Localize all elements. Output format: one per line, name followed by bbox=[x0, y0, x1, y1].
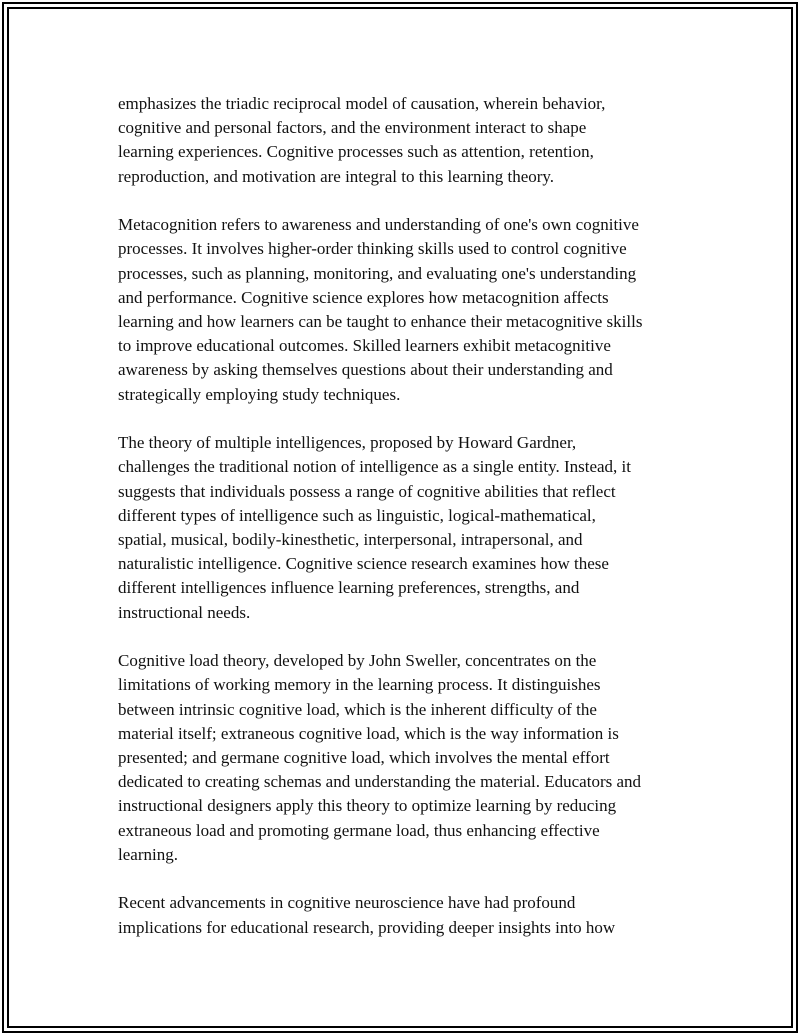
text-line: learning experiences. Cognitive processes such as attention, retention, bbox=[118, 142, 594, 162]
paragraph-social-cognitive-theory bbox=[118, 92, 698, 189]
text-line: challenges the traditional notion of intelligence as a single entity. Instead, it bbox=[118, 457, 631, 477]
paragraph-metacognition bbox=[118, 213, 698, 407]
text-line: emphasizes the triadic reciprocal model of causation, wherein behavior, bbox=[118, 94, 606, 113]
text-line: processes. It involves higher-order thinking skills used to control cognitive bbox=[118, 239, 627, 259]
text-line: cognitive and personal factors, and the environment interact to shape bbox=[118, 118, 587, 138]
text-line: different types of intelligence such as linguistic, logical-mathematical, bbox=[118, 505, 596, 525]
text-line: different intelligences influence learning preferences, strengths, and bbox=[118, 578, 580, 598]
document-body bbox=[118, 92, 698, 940]
text-line: suggests that individuals possess a range of cognitive abilities that reflect bbox=[118, 481, 616, 501]
paragraph-multiple-intelligences bbox=[118, 431, 698, 625]
paragraph-cognitive-neuroscience bbox=[118, 891, 698, 939]
text-line: learning and how learners can be taught to enhance their metacognitive skills bbox=[118, 312, 643, 332]
text-line: naturalistic intelligence. Cognitive science research examines how these bbox=[118, 554, 609, 574]
text-line: The theory of multiple intelligences, proposed by Howard Gardner, bbox=[118, 433, 577, 453]
text-line: Cognitive load theory, developed by John Sweller, concentrates on the bbox=[118, 651, 597, 671]
text-line: instructional needs. bbox=[118, 602, 251, 622]
text-line: dedicated to creating schemas and understanding the material. Educators and bbox=[118, 772, 642, 792]
text-line: implications for educational research, providing deeper insights into how bbox=[118, 917, 616, 937]
text-line: spatial, musical, bodily-kinesthetic, interpersonal, intrapersonal, and bbox=[118, 530, 583, 550]
text-line: learning. bbox=[118, 844, 178, 864]
text-line: Metacognition refers to awareness and understanding of one's own cognitive bbox=[118, 215, 639, 235]
text-line: strategically employing study techniques. bbox=[118, 384, 401, 404]
text-line: between intrinsic cognitive load, which is the inherent difficulty of the bbox=[118, 699, 597, 719]
text-line: instructional designers apply this theory to optimize learning by reducing bbox=[118, 796, 617, 816]
text-line: to improve educational outcomes. Skilled learners exhibit metacognitive bbox=[118, 336, 611, 356]
text-line: and performance. Cognitive science explores how metacognition affects bbox=[118, 287, 609, 307]
text-line: reproduction, and motivation are integral to this learning theory. bbox=[118, 166, 555, 186]
paragraph-cognitive-load-theory bbox=[118, 649, 698, 867]
text-line: Recent advancements in cognitive neuroscience have had profound bbox=[118, 893, 576, 913]
text-line: limitations of working memory in the learning process. It distinguishes bbox=[118, 675, 601, 695]
text-line: material itself; extraneous cognitive load, which is the way information is bbox=[118, 723, 619, 743]
text-line: presented; and germane cognitive load, which involves the mental effort bbox=[118, 748, 610, 768]
text-line: extraneous load and promoting germane load, thus enhancing effective bbox=[118, 820, 600, 840]
text-line: processes, such as planning, monitoring, and evaluating one's understanding bbox=[118, 263, 637, 283]
text-line: awareness by asking themselves questions about their understanding and bbox=[118, 360, 613, 380]
